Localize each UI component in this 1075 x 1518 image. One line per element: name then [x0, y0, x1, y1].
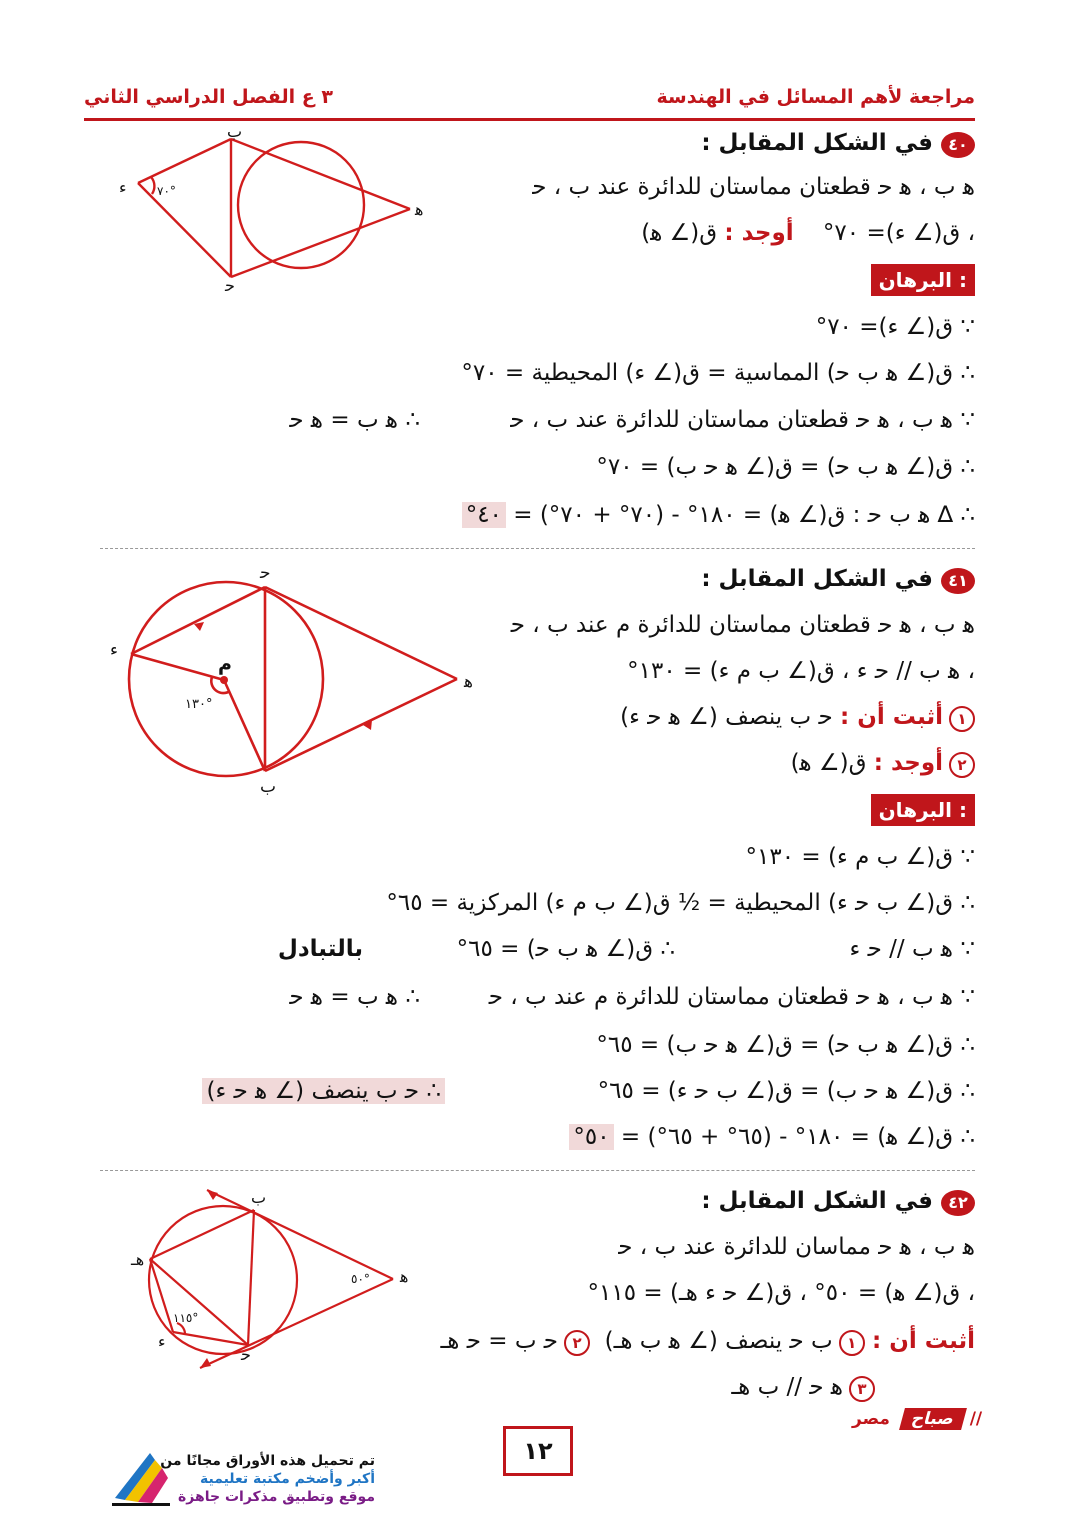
q42-point-a: ﻫ	[400, 1267, 409, 1286]
page-number: ١٢	[503, 1426, 573, 1476]
q41-proof-6-side: ∴ ﺣ ب ينصف (∠ ﻫ ﺣ ء)	[202, 1078, 445, 1104]
q40-title-row	[701, 128, 975, 158]
q41-chord-cd	[131, 587, 265, 654]
brand-logo	[852, 1408, 982, 1430]
q41-point-b: ب	[260, 777, 277, 797]
q41-req1-row	[620, 702, 975, 732]
q40-answer: ٤٠°	[462, 502, 506, 528]
q42-point-d: ء	[158, 1332, 166, 1351]
q41-angle-label: ١٣٠°	[185, 697, 213, 712]
q41-arrow-cd	[194, 622, 204, 631]
q42-p2: ﺣ ب = ﺣ ﻫـ	[440, 1328, 559, 1354]
q40-point-a: ﻫ	[415, 200, 424, 219]
q41-proof-3-side: بالتبادل	[277, 936, 363, 962]
q40-title: في الشكل المقابل :	[701, 130, 933, 156]
q40-proof-1: ∵ ق(∠ ء)= ٧٠°	[815, 314, 975, 340]
q40-angle-arc	[151, 177, 154, 194]
q41-req1: ﺣ ب ينصف (∠ ﻫ ﺣ ء)	[620, 704, 833, 730]
q42-p3-row	[731, 1372, 875, 1402]
q40-find: ق(∠ ﻫ)	[641, 220, 718, 246]
q42-prove-label: أثبت أن :	[872, 1328, 975, 1354]
q41-req2-label: أوجد :	[873, 750, 943, 776]
q40-proof-2: ∴ ق(∠ ﻫ ب ﺣ) المماسية = ق(∠ ء) المحيطية = ٧٠°	[461, 360, 975, 386]
q41-proof-3: ∵ ﻫ ب // ﺣ ء	[849, 936, 975, 962]
q41-proof-2: ∴ ق(∠ ب ﺣ ء) المحيطية = ½ ق(∠ ب م ء) المركزية = ٦٥°	[386, 890, 975, 916]
q41-proof-7-row	[569, 1122, 975, 1152]
q42-given1: ﻫ ب ، ﻫ ﺣ مماسان للدائرة عند ب ، ﺣ	[618, 1234, 975, 1260]
q42-point-b: ب	[251, 1188, 267, 1207]
q41-proof-6: ∴ ق(∠ ﻫ ﺣ ب) = ق(∠ ب ﺣ ء) = ٦٥°	[597, 1078, 975, 1104]
q41-given2: ، ﻫ ب // ﺣ ء ، ق(∠ ب م ء) = ١٣٠°	[627, 658, 975, 684]
q41-figure	[100, 560, 490, 800]
footer-logo-icon	[110, 1448, 180, 1508]
q41-point-m: م	[218, 653, 232, 675]
q40-figure	[105, 125, 435, 295]
q40-proof-3-side: ∴ ﻫ ب = ﻫ ﺣ	[289, 407, 420, 433]
q42-circle	[149, 1206, 297, 1354]
q42-c2: ٢	[564, 1330, 590, 1356]
footer-ad-line3: موقع وتطبيق مذكرات جاهزة	[178, 1489, 375, 1505]
q40-angle-label: ٧٠°	[157, 184, 176, 198]
q40-given2-row	[641, 218, 975, 248]
q41-point-a: ﻫ	[464, 672, 473, 692]
q42-angle-label-115: ١١٥°	[173, 1311, 199, 1325]
q42-c1: ١	[839, 1330, 865, 1356]
q41-tangent-ab	[265, 679, 457, 771]
q41-proof-4: ∵ ﻫ ب ، ﻫ ﺣ قطعتان مماستان للدائرة م عند ب ، ﺣ	[488, 984, 975, 1010]
separator-1	[100, 548, 975, 549]
q41-proof-label: البرهان :	[871, 794, 975, 826]
q42-p1: ب ﺣ ينصف (∠ ﻫ ب ﻫـ)	[604, 1328, 833, 1354]
q40-proof-3: ∵ ﻫ ب ، ﻫ ﺣ قطعتان مماستان للدائرة عند ب ، ﺣ	[510, 407, 975, 433]
q42-given2: ، ق(∠ ﻫ) = ٥٠° ، ق(∠ ﺣ ء ﻫـ) = ١١٥°	[587, 1280, 975, 1306]
q42-tangent-ab	[207, 1190, 393, 1279]
q40-given1: ﻫ ب ، ﻫ ﺣ قطعتان مماستان للدائرة عند ب ، ﺣ	[532, 174, 975, 200]
q40-find-label: أوجد :	[724, 220, 794, 246]
q40-circle	[238, 142, 364, 268]
q41-point-d: ء	[110, 640, 118, 660]
q41-title-row	[701, 564, 975, 594]
q41-proof-1: ∵ ق(∠ ب م ء) = ١٣٠°	[745, 844, 975, 870]
q40-proof-5-row	[462, 500, 975, 530]
q42-title: في الشكل المقابل :	[701, 1188, 933, 1214]
q41-radius-mb	[224, 680, 265, 771]
footer-ad-line2: أكبر وأضخم مكتبة تعليمية	[200, 1471, 375, 1487]
q41-given1: ﻫ ب ، ﻫ ﺣ قطعتان مماستان للدائرة م عند ب ، ﺣ	[510, 612, 975, 638]
q40-proof-4: ∴ ق(∠ ﻫ ب ﺣ) = ق(∠ ﻫ ﺣ ب) = ٧٠°	[596, 454, 975, 480]
q40-point-b: ب	[227, 125, 243, 141]
q41-title: في الشكل المقابل :	[701, 566, 933, 592]
q42-arrow-b	[207, 1190, 218, 1200]
q40-proof-label: البرهان :	[871, 264, 975, 296]
q41-proof-3-mid: ∴ ق(∠ ﻫ ب ﺣ) = ٦٥°	[456, 936, 675, 962]
q41-point-c: ﺣ	[260, 563, 271, 583]
q41-c2: ٢	[949, 752, 975, 778]
q41-center-dot	[220, 676, 228, 684]
brand-slashes-icon: //	[969, 1409, 983, 1429]
q42-point-e: ﻫـ	[131, 1250, 145, 1269]
q41-proof-4-side: ∴ ﻫ ب = ﻫ ﺣ	[289, 984, 420, 1010]
separator-2	[100, 1170, 975, 1171]
q42-title-row	[701, 1186, 975, 1216]
footer-ad-line1: تم تحميل هذه الأوراق مجانًا من	[160, 1453, 375, 1469]
q40-number-badge: ٤٠	[941, 132, 975, 158]
header-divider	[84, 118, 975, 121]
q41-proof-7: ∴ ق(∠ ﻫ) = ١٨٠° - (٦٥° + ٦٥°) =	[620, 1124, 975, 1150]
q40-tangent-ac	[231, 209, 410, 277]
brand-text-2: مصر	[852, 1409, 890, 1429]
q42-point-c: ﺣ	[241, 1345, 251, 1364]
q42-prove-row	[441, 1326, 975, 1356]
q41-tangent-ac	[265, 587, 457, 679]
q42-figure	[125, 1185, 425, 1375]
q42-angle-label-50: ٥٠°	[351, 1272, 370, 1286]
q42-number-badge: ٤٢	[941, 1190, 975, 1216]
q41-number-badge: ٤١	[941, 568, 975, 594]
q40-given2: ، ق(∠ ء)= ٧٠°	[822, 220, 975, 246]
q40-chord-dc	[138, 183, 231, 277]
q41-answer: ٥٠°	[569, 1124, 613, 1150]
q41-req2: ق(∠ ﻫ)	[790, 750, 867, 776]
q41-proof-5: ∴ ق(∠ ﻫ ب ﺣ) = ق(∠ ﻫ ﺣ ب) = ٦٥°	[596, 1032, 975, 1058]
q40-point-d: ء	[119, 178, 127, 197]
q41-radius-md	[131, 654, 224, 680]
header-term: ٣ ع الفصل الدراسي الثاني	[84, 86, 333, 108]
q40-point-c: ﺣ	[225, 276, 235, 295]
q41-proof-6-side-row	[202, 1076, 445, 1106]
q41-req2-row	[791, 748, 975, 778]
q42-c3: ٣	[849, 1376, 875, 1402]
q42-p3: ﻫ ﺣ // ب ﻫـ	[731, 1374, 843, 1400]
q40-tangent-ab	[231, 139, 410, 209]
q41-c1: ١	[949, 706, 975, 732]
q42-arrow-c	[200, 1358, 211, 1368]
q41-req1-label: أثبت أن :	[840, 704, 943, 730]
header-title: مراجعة لأهم المسائل في الهندسة	[656, 86, 975, 108]
q40-proof-5: ∴ ∆ ﻫ ب ﺣ : ق(∠ ﻫ) = ١٨٠° - (٧٠° + ٧٠°) =	[513, 502, 975, 528]
brand-text-1: صباح	[899, 1408, 967, 1430]
q42-chord-bc	[248, 1210, 254, 1345]
